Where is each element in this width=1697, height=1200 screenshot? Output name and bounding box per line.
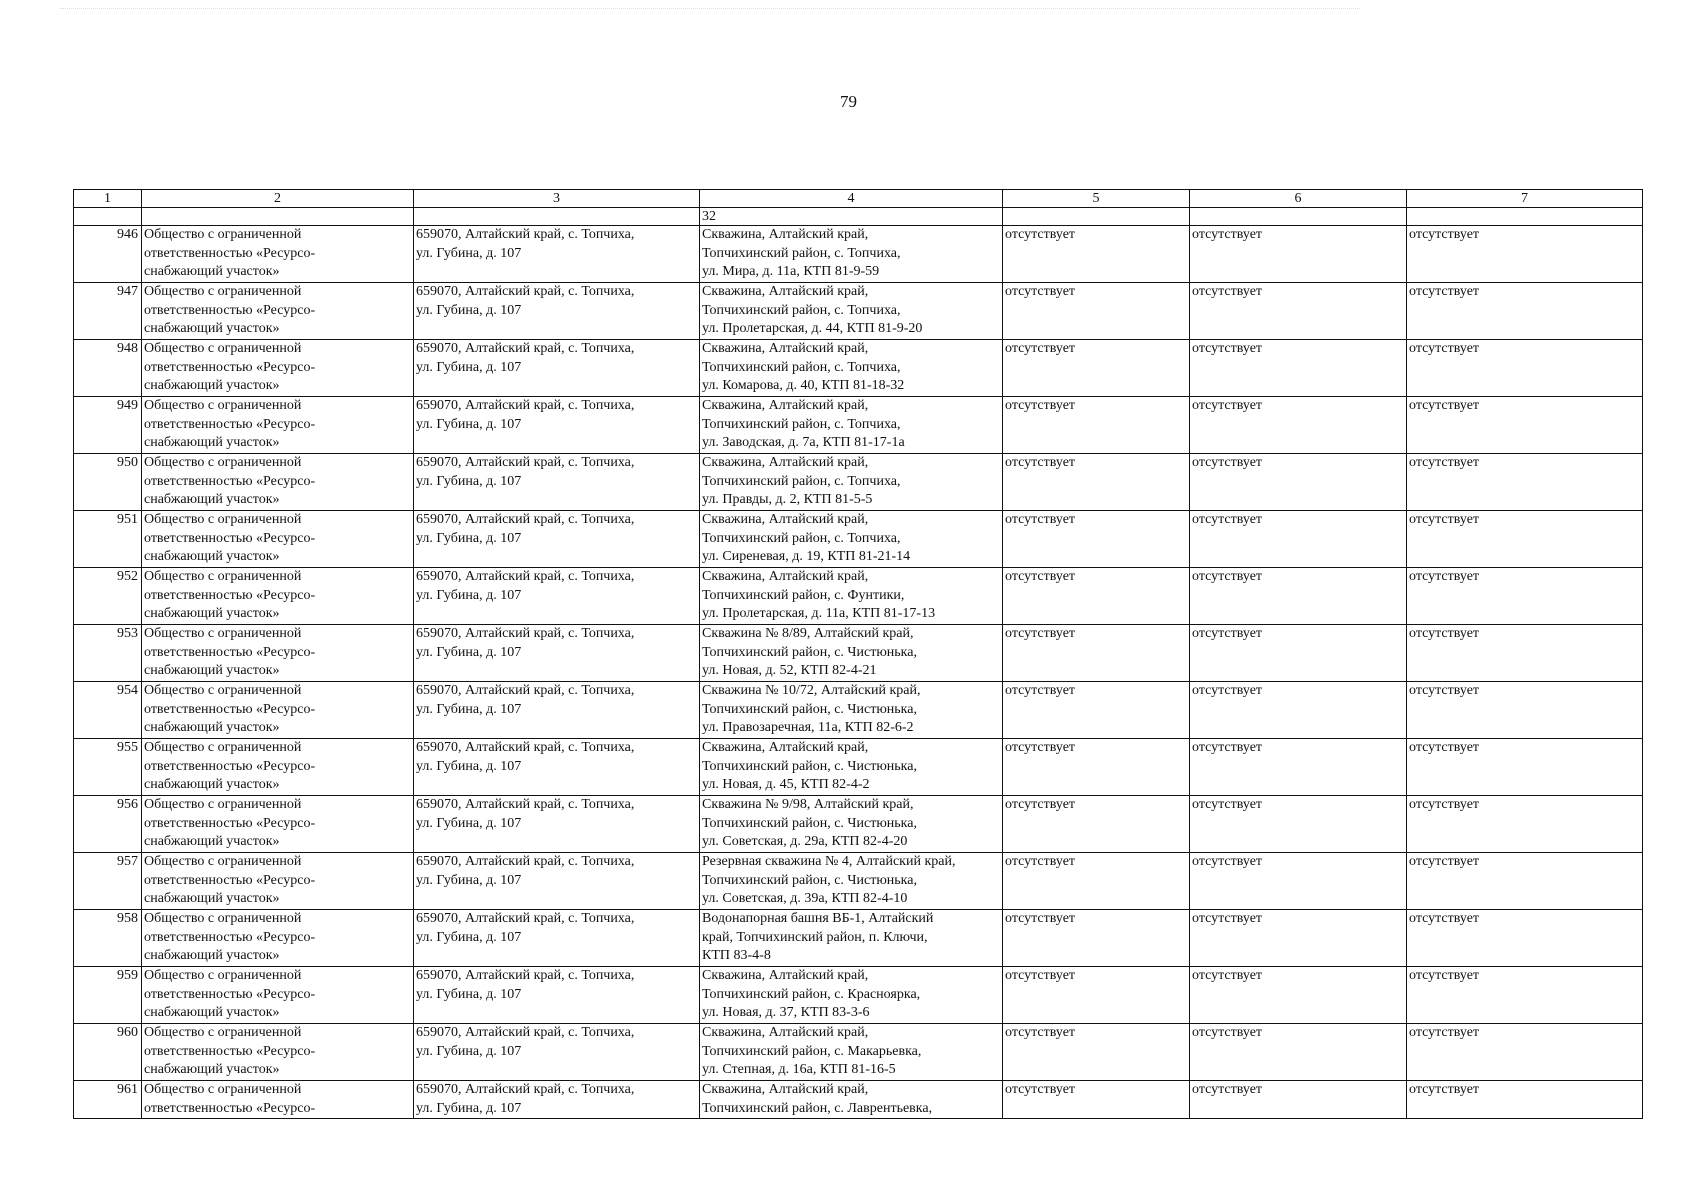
row-number-cell: 947 [74, 283, 142, 340]
cell-line: ул. Губина, д. 107 [416, 758, 522, 774]
table-row [74, 967, 1643, 1024]
column-7-cell: отсутствует [1407, 511, 1643, 568]
organization-cell [142, 397, 414, 454]
row-number-cell: 955 [74, 739, 142, 796]
cell-line: 659070, Алтайский край, с. Топчиха, [416, 569, 635, 584]
column-6-cell: отсутствует [1190, 511, 1407, 568]
cell-line: Топчихинский район, с. Макарьевка, [702, 1043, 922, 1059]
cell-line: снабжающий участок» [144, 663, 280, 678]
address-cell [414, 340, 700, 397]
table-row [74, 283, 1643, 340]
table-row [74, 853, 1643, 910]
registry-table [73, 189, 1643, 1119]
object-cell [700, 1081, 1003, 1119]
column-6-cell: отсутствует [1190, 853, 1407, 910]
organization-cell [142, 283, 414, 340]
cell-line: ул. Губина, д. 107 [416, 416, 522, 432]
column-7-cell: отсутствует [1407, 853, 1643, 910]
address-cell [414, 568, 700, 625]
cell-line: ответственностью «Ресурсо- [144, 758, 316, 774]
cell-line: Общество с ограниченной [144, 1082, 302, 1097]
column-7-cell: отсутствует [1407, 739, 1643, 796]
address-cell [414, 283, 700, 340]
row-number-cell: 956 [74, 796, 142, 853]
column-6-cell: отсутствует [1190, 568, 1407, 625]
cell-line: ответственностью «Ресурсо- [144, 815, 316, 831]
table-row [74, 511, 1643, 568]
column-6-cell: отсутствует [1190, 967, 1407, 1024]
column-header: 3 [414, 190, 700, 208]
cell-line: ул. Новая, д. 45, КТП 82-4-2 [702, 777, 870, 792]
address-cell [414, 454, 700, 511]
cell-line: 659070, Алтайский край, с. Топчиха, [416, 626, 635, 641]
cell-line: снабжающий участок» [144, 1005, 280, 1020]
cell-line: Скважина, Алтайский край, [702, 398, 869, 413]
object-cell [700, 796, 1003, 853]
column-header: 7 [1407, 190, 1643, 208]
cell-line: снабжающий участок» [144, 720, 280, 735]
column-7-cell: отсутствует [1407, 226, 1643, 283]
cell-line: снабжающий участок» [144, 492, 280, 507]
cell-line: ул. Правды, д. 2, КТП 81-5-5 [702, 492, 873, 507]
row-number-cell: 959 [74, 967, 142, 1024]
column-7-cell: отсутствует [1407, 796, 1643, 853]
cell-line: ответственностью «Ресурсо- [144, 986, 316, 1002]
column-6-cell: отсутствует [1190, 340, 1407, 397]
cell-line: 659070, Алтайский край, с. Топчиха, [416, 227, 635, 242]
row-number-cell: 950 [74, 454, 142, 511]
cell-line: Скважина, Алтайский край, [702, 284, 869, 299]
address-cell [414, 511, 700, 568]
cell-line: Водонапорная башня ВБ-1, Алтайский [702, 911, 934, 926]
column-7-cell: отсутствует [1407, 625, 1643, 682]
object-cell [700, 283, 1003, 340]
column-5-cell: отсутствует [1003, 511, 1190, 568]
cell-line: Топчихинский район, с. Фунтики, [702, 587, 905, 603]
cell-line: снабжающий участок» [144, 549, 280, 564]
cell-line: Скважина № 10/72, Алтайский край, [702, 683, 921, 698]
address-cell [414, 739, 700, 796]
table-row [74, 568, 1643, 625]
cell-line: 659070, Алтайский край, с. Топчиха, [416, 1025, 635, 1040]
column-5-cell: отсутствует [1003, 397, 1190, 454]
organization-cell [142, 853, 414, 910]
cell-line: снабжающий участок» [144, 321, 280, 336]
column-6-cell: отсутствует [1190, 739, 1407, 796]
organization-cell [142, 739, 414, 796]
cell-line: Топчихинский район, с. Чистюнька, [702, 701, 917, 717]
cell-line: Общество с ограниченной [144, 1025, 302, 1040]
table-row [74, 340, 1643, 397]
cell-line: ответственностью «Ресурсо- [144, 530, 316, 546]
cell-line: 659070, Алтайский край, с. Топчиха, [416, 398, 635, 413]
table-row [74, 625, 1643, 682]
column-5-cell: отсутствует [1003, 454, 1190, 511]
organization-cell [142, 1081, 414, 1119]
column-5-cell: отсутствует [1003, 625, 1190, 682]
sub-header-cell: 32 [700, 208, 1003, 226]
cell-line: ответственностью «Ресурсо- [144, 416, 316, 432]
cell-line: 659070, Алтайский край, с. Топчиха, [416, 683, 635, 698]
sub-header-row [74, 208, 1643, 226]
cell-line: Общество с ограниченной [144, 911, 302, 926]
column-6-cell: отсутствует [1190, 397, 1407, 454]
address-cell [414, 796, 700, 853]
row-number-cell: 961 [74, 1081, 142, 1119]
column-7-cell: отсутствует [1407, 1081, 1643, 1119]
cell-line: снабжающий участок» [144, 264, 280, 279]
cell-line: снабжающий участок» [144, 834, 280, 849]
cell-line: Скважина, Алтайский край, [702, 455, 869, 470]
cell-line: ответственностью «Ресурсо- [144, 302, 316, 318]
column-7-cell: отсутствует [1407, 682, 1643, 739]
cell-line: ответственностью «Ресурсо- [144, 587, 316, 603]
table-row [74, 397, 1643, 454]
object-cell [700, 682, 1003, 739]
cell-line: ул. Губина, д. 107 [416, 986, 522, 1002]
cell-line: ул. Губина, д. 107 [416, 1100, 522, 1116]
column-6-cell: отсутствует [1190, 283, 1407, 340]
column-7-cell: отсутствует [1407, 340, 1643, 397]
column-5-cell: отсутствует [1003, 739, 1190, 796]
cell-line: Общество с ограниченной [144, 398, 302, 413]
table-row [74, 682, 1643, 739]
cell-line: ул. Заводская, д. 7а, КТП 81-17-1а [702, 435, 905, 450]
column-7-cell: отсутствует [1407, 397, 1643, 454]
column-header: 5 [1003, 190, 1190, 208]
organization-cell [142, 340, 414, 397]
cell-line: Топчихинский район, с. Топчиха, [702, 530, 901, 546]
cell-line: ул. Губина, д. 107 [416, 530, 522, 546]
organization-cell [142, 1024, 414, 1081]
object-cell [700, 454, 1003, 511]
cell-line: ответственностью «Ресурсо- [144, 245, 316, 261]
address-cell [414, 682, 700, 739]
cell-line: Топчихинский район, с. Чистюнька, [702, 872, 917, 888]
address-cell [414, 853, 700, 910]
cell-line: ул. Губина, д. 107 [416, 1043, 522, 1059]
object-cell [700, 568, 1003, 625]
organization-cell [142, 226, 414, 283]
cell-line: Скважина № 9/98, Алтайский край, [702, 797, 914, 812]
object-cell [700, 340, 1003, 397]
address-cell [414, 1024, 700, 1081]
cell-line: Топчихинский район, с. Топчиха, [702, 473, 901, 489]
column-7-cell: отсутствует [1407, 910, 1643, 967]
cell-line: ответственностью «Ресурсо- [144, 929, 316, 945]
cell-line: 659070, Алтайский край, с. Топчиха, [416, 968, 635, 983]
row-number-cell: 953 [74, 625, 142, 682]
column-5-cell: отсутствует [1003, 226, 1190, 283]
column-header: 6 [1190, 190, 1407, 208]
cell-line: Резервная скважина № 4, Алтайский край, [702, 854, 956, 869]
cell-line: Топчихинский район, с. Топчиха, [702, 359, 901, 375]
table-row [74, 739, 1643, 796]
cell-line: Скважина, Алтайский край, [702, 740, 869, 755]
cell-line: ул. Степная, д. 16а, КТП 81-16-5 [702, 1062, 896, 1077]
cell-line: снабжающий участок» [144, 435, 280, 450]
cell-line: ул. Губина, д. 107 [416, 872, 522, 888]
cell-line: Общество с ограниченной [144, 626, 302, 641]
column-7-cell: отсутствует [1407, 454, 1643, 511]
cell-line: Скважина, Алтайский край, [702, 512, 869, 527]
cell-line: ответственностью «Ресурсо- [144, 1100, 316, 1116]
object-cell [700, 853, 1003, 910]
cell-line: Общество с ограниченной [144, 797, 302, 812]
organization-cell [142, 967, 414, 1024]
cell-line: ул. Комарова, д. 40, КТП 81-18-32 [702, 378, 905, 393]
organization-cell [142, 796, 414, 853]
column-5-cell: отсутствует [1003, 568, 1190, 625]
column-6-cell: отсутствует [1190, 625, 1407, 682]
cell-line: Скважина, Алтайский край, [702, 569, 869, 584]
cell-line: ул. Правозаречная, 11а, КТП 82-6-2 [702, 720, 914, 735]
cell-line: ул. Сиреневая, д. 19, КТП 81-21-14 [702, 549, 911, 564]
column-6-cell: отсутствует [1190, 796, 1407, 853]
cell-line: 659070, Алтайский край, с. Топчиха, [416, 284, 635, 299]
row-number-cell: 946 [74, 226, 142, 283]
cell-line: ул. Мира, д. 11а, КТП 81-9-59 [702, 264, 880, 279]
column-header: 4 [700, 190, 1003, 208]
cell-line: ответственностью «Ресурсо- [144, 872, 316, 888]
organization-cell [142, 454, 414, 511]
row-number-cell: 958 [74, 910, 142, 967]
cell-line: ответственностью «Ресурсо- [144, 701, 316, 717]
cell-line: ул. Губина, д. 107 [416, 929, 522, 945]
column-6-cell: отсутствует [1190, 1024, 1407, 1081]
cell-line: Скважина № 8/89, Алтайский край, [702, 626, 914, 641]
row-number-cell: 948 [74, 340, 142, 397]
object-cell [700, 910, 1003, 967]
cell-line: Скважина, Алтайский край, [702, 227, 869, 242]
cell-line: 659070, Алтайский край, с. Топчиха, [416, 341, 635, 356]
cell-line: снабжающий участок» [144, 891, 280, 906]
cell-line: ул. Губина, д. 107 [416, 302, 522, 318]
column-number-row [74, 190, 1643, 208]
cell-line: ул. Советская, д. 39а, КТП 82-4-10 [702, 891, 908, 906]
column-header: 1 [74, 190, 142, 208]
table-row [74, 796, 1643, 853]
row-number-cell: 951 [74, 511, 142, 568]
cell-line: ул. Губина, д. 107 [416, 245, 522, 261]
column-5-cell: отсутствует [1003, 283, 1190, 340]
organization-cell [142, 910, 414, 967]
column-7-cell: отсутствует [1407, 967, 1643, 1024]
address-cell [414, 226, 700, 283]
table-row [74, 454, 1643, 511]
table-row [74, 1024, 1643, 1081]
page-number: 79 [840, 92, 857, 111]
column-6-cell: отсутствует [1190, 454, 1407, 511]
column-6-cell: отсутствует [1190, 1081, 1407, 1119]
cell-line: Топчихинский район, с. Топчиха, [702, 245, 901, 261]
address-cell [414, 397, 700, 454]
cell-line: ул. Советская, д. 29а, КТП 82-4-20 [702, 834, 908, 849]
cell-line: Топчихинский район, с. Чистюнька, [702, 758, 917, 774]
cell-line: Общество с ограниченной [144, 341, 302, 356]
organization-cell [142, 682, 414, 739]
row-number-cell: 954 [74, 682, 142, 739]
cell-line: Скважина, Алтайский край, [702, 1082, 869, 1097]
address-cell [414, 967, 700, 1024]
cell-line: снабжающий участок» [144, 378, 280, 393]
cell-line: 659070, Алтайский край, с. Топчиха, [416, 854, 635, 869]
object-cell [700, 739, 1003, 796]
address-cell [414, 910, 700, 967]
cell-line: Топчихинский район, с. Чистюнька, [702, 644, 917, 660]
cell-line: ответственностью «Ресурсо- [144, 644, 316, 660]
cell-line: ул. Губина, д. 107 [416, 701, 522, 717]
cell-line: ул. Губина, д. 107 [416, 359, 522, 375]
column-5-cell: отсутствует [1003, 1024, 1190, 1081]
cell-line: Топчихинский район, с. Чистюнька, [702, 815, 917, 831]
cell-line: ответственностью «Ресурсо- [144, 473, 316, 489]
address-cell [414, 625, 700, 682]
cell-line: ул. Пролетарская, д. 11а, КТП 81-17-13 [702, 606, 936, 621]
column-5-cell: отсутствует [1003, 682, 1190, 739]
organization-cell [142, 625, 414, 682]
cell-line: Скважина, Алтайский край, [702, 968, 869, 983]
cell-line: ул. Новая, д. 52, КТП 82-4-21 [702, 663, 877, 678]
column-header: 2 [142, 190, 414, 208]
cell-line: Общество с ограниченной [144, 683, 302, 698]
cell-line: снабжающий участок» [144, 777, 280, 792]
cell-line: Общество с ограниченной [144, 284, 302, 299]
cell-line: Топчихинский район, с. Красноярка, [702, 986, 921, 1002]
cell-line: снабжающий участок» [144, 948, 280, 963]
cell-line: 659070, Алтайский край, с. Топчиха, [416, 911, 635, 926]
column-6-cell: отсутствует [1190, 226, 1407, 283]
object-cell [700, 967, 1003, 1024]
object-cell [700, 511, 1003, 568]
cell-line: Общество с ограниченной [144, 512, 302, 527]
object-cell [700, 625, 1003, 682]
cell-line: 659070, Алтайский край, с. Топчиха, [416, 797, 635, 812]
cell-line: ул. Губина, д. 107 [416, 587, 522, 603]
cell-line: ответственностью «Ресурсо- [144, 359, 316, 375]
row-number-cell: 957 [74, 853, 142, 910]
cell-line: Общество с ограниченной [144, 455, 302, 470]
cell-line: 659070, Алтайский край, с. Топчиха, [416, 740, 635, 755]
row-number-cell: 960 [74, 1024, 142, 1081]
cell-line: ул. Губина, д. 107 [416, 644, 522, 660]
cell-line: Общество с ограниченной [144, 968, 302, 983]
column-5-cell: отсутствует [1003, 910, 1190, 967]
address-cell [414, 1081, 700, 1119]
cell-line: Топчихинский район, с. Лаврентьевка, [702, 1100, 933, 1116]
scan-artifact [60, 8, 1360, 15]
cell-line: КТП 83-4-8 [702, 948, 771, 963]
column-5-cell: отсутствует [1003, 853, 1190, 910]
column-5-cell: отсутствует [1003, 796, 1190, 853]
cell-line: ул. Пролетарская, д. 44, КТП 81-9-20 [702, 321, 923, 336]
column-5-cell: отсутствует [1003, 1081, 1190, 1119]
object-cell [700, 226, 1003, 283]
cell-line: 659070, Алтайский край, с. Топчиха, [416, 1082, 635, 1097]
cell-line: ул. Новая, д. 37, КТП 83-3-6 [702, 1005, 870, 1020]
cell-line: Топчихинский район, с. Топчиха, [702, 416, 901, 432]
column-7-cell: отсутствует [1407, 283, 1643, 340]
column-7-cell: отсутствует [1407, 1024, 1643, 1081]
cell-line: Общество с ограниченной [144, 854, 302, 869]
organization-cell [142, 511, 414, 568]
cell-line: ул. Губина, д. 107 [416, 815, 522, 831]
cell-line: ответственностью «Ресурсо- [144, 1043, 316, 1059]
column-5-cell: отсутствует [1003, 340, 1190, 397]
organization-cell [142, 568, 414, 625]
cell-line: Топчихинский район, с. Топчиха, [702, 302, 901, 318]
cell-line: снабжающий участок» [144, 606, 280, 621]
column-5-cell: отсутствует [1003, 967, 1190, 1024]
cell-line: 659070, Алтайский край, с. Топчиха, [416, 512, 635, 527]
table-row [74, 226, 1643, 283]
cell-line: ул. Губина, д. 107 [416, 473, 522, 489]
object-cell [700, 397, 1003, 454]
row-number-cell: 952 [74, 568, 142, 625]
table-row [74, 910, 1643, 967]
cell-line: Общество с ограниченной [144, 227, 302, 242]
row-number-cell: 949 [74, 397, 142, 454]
cell-line: 659070, Алтайский край, с. Топчиха, [416, 455, 635, 470]
column-6-cell: отсутствует [1190, 682, 1407, 739]
cell-line: Скважина, Алтайский край, [702, 1025, 869, 1040]
cell-line: снабжающий участок» [144, 1062, 280, 1077]
cell-line: край, Топчихинский район, п. Ключи, [702, 929, 928, 945]
cell-line: Скважина, Алтайский край, [702, 341, 869, 356]
object-cell [700, 1024, 1003, 1081]
column-6-cell: отсутствует [1190, 910, 1407, 967]
cell-line: Общество с ограниченной [144, 569, 302, 584]
column-7-cell: отсутствует [1407, 568, 1643, 625]
table-row [74, 1081, 1643, 1119]
cell-line: Общество с ограниченной [144, 740, 302, 755]
